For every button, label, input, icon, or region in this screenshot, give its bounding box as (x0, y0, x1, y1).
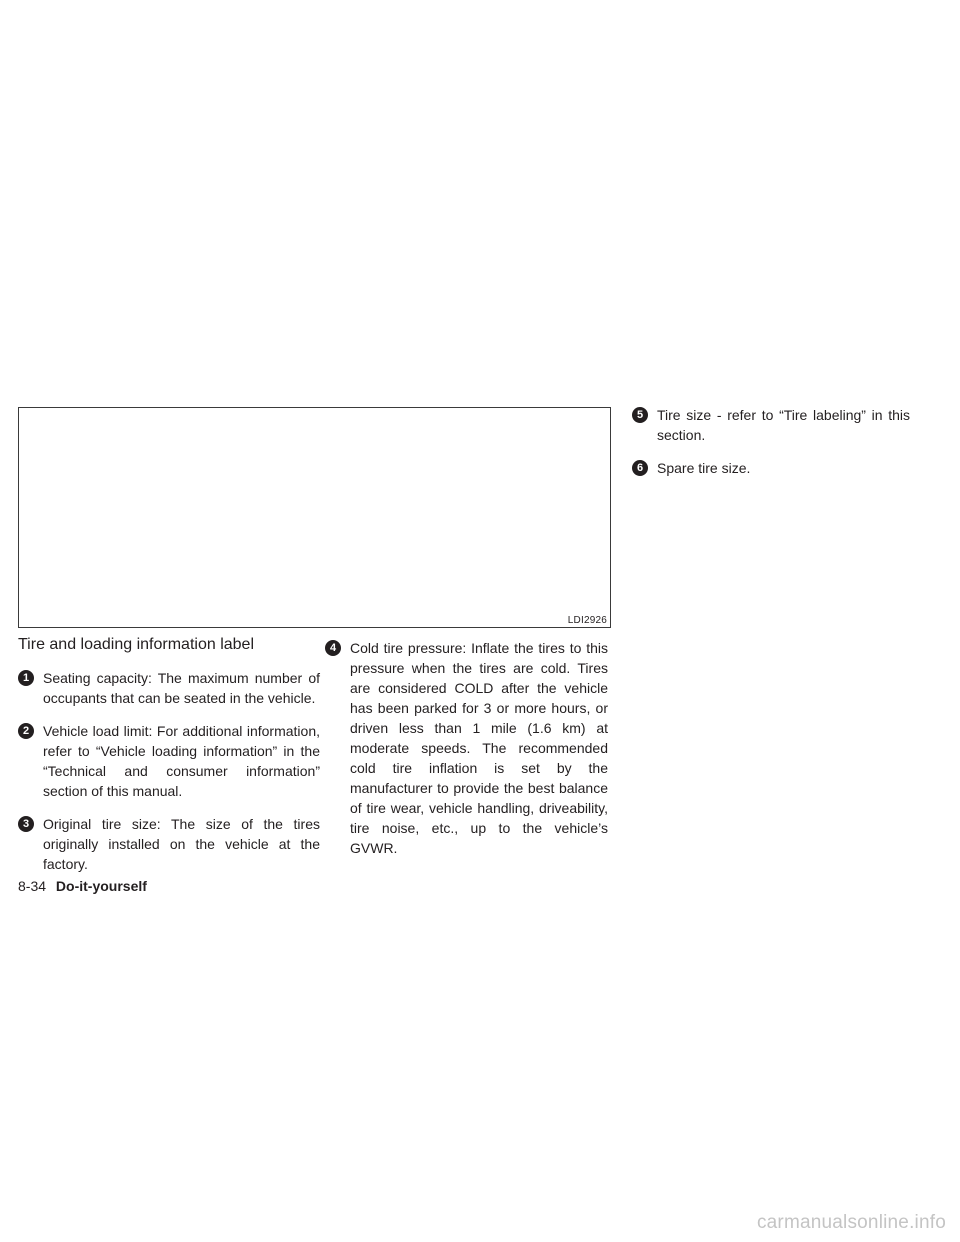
list-item-text: Tire size - refer to “Tire labeling” in this section. (657, 407, 910, 443)
list-item (18, 721, 320, 801)
page-number: 8-34 (18, 878, 47, 894)
list-item (632, 458, 910, 478)
list-item-text: Vehicle load limit: For additional information, refer to “Vehicle loading information” in the “Technical and consumer information” section of this manual. (43, 723, 320, 799)
page-footer (18, 878, 147, 894)
column-right (632, 405, 910, 491)
list-item (325, 638, 608, 858)
callout-number-6-icon: 6 (632, 460, 648, 476)
watermark-link[interactable]: carmanualsonline.info (756, 1212, 946, 1233)
list-item-text: Spare tire size. (657, 460, 751, 476)
callout-number-5-icon: 5 (632, 407, 648, 423)
column-left (18, 668, 320, 887)
list-item (18, 668, 320, 708)
list-item-text: Seating capacity: The maximum number of occupants that can be seated in the vehicle. (43, 670, 320, 706)
list-item (18, 814, 320, 874)
callout-number-4-icon: 4 (325, 640, 341, 656)
list-item (632, 405, 910, 445)
section-title: Tire and loading information label (18, 636, 254, 653)
footer-section-title: Do-it-yourself (55, 878, 147, 894)
list-item-text: Original tire size: The size of the tires originally installed on the vehicle at the factory. (43, 816, 320, 872)
tire-label-figure (18, 407, 611, 628)
callout-number-3-icon: 3 (18, 816, 34, 832)
list-item-text: Cold tire pressure: Inflate the tires to this pressure when the tires are cold. Tires are considered COLD after the vehicle has been parked for 3 or more hours, or driven less than 1 mile (1.6 km) at moderate speeds. The recommended cold tire inflation is set by the manufacturer to provide the best balance of tire wear, vehicle handling, driveability, tire noise, etc., up to the vehicle’s GVWR. (350, 640, 608, 856)
column-middle (325, 638, 608, 871)
callout-number-1-icon: 1 (18, 670, 34, 686)
figure-code: LDI2926 (567, 615, 607, 626)
callout-number-2-icon: 2 (18, 723, 34, 739)
